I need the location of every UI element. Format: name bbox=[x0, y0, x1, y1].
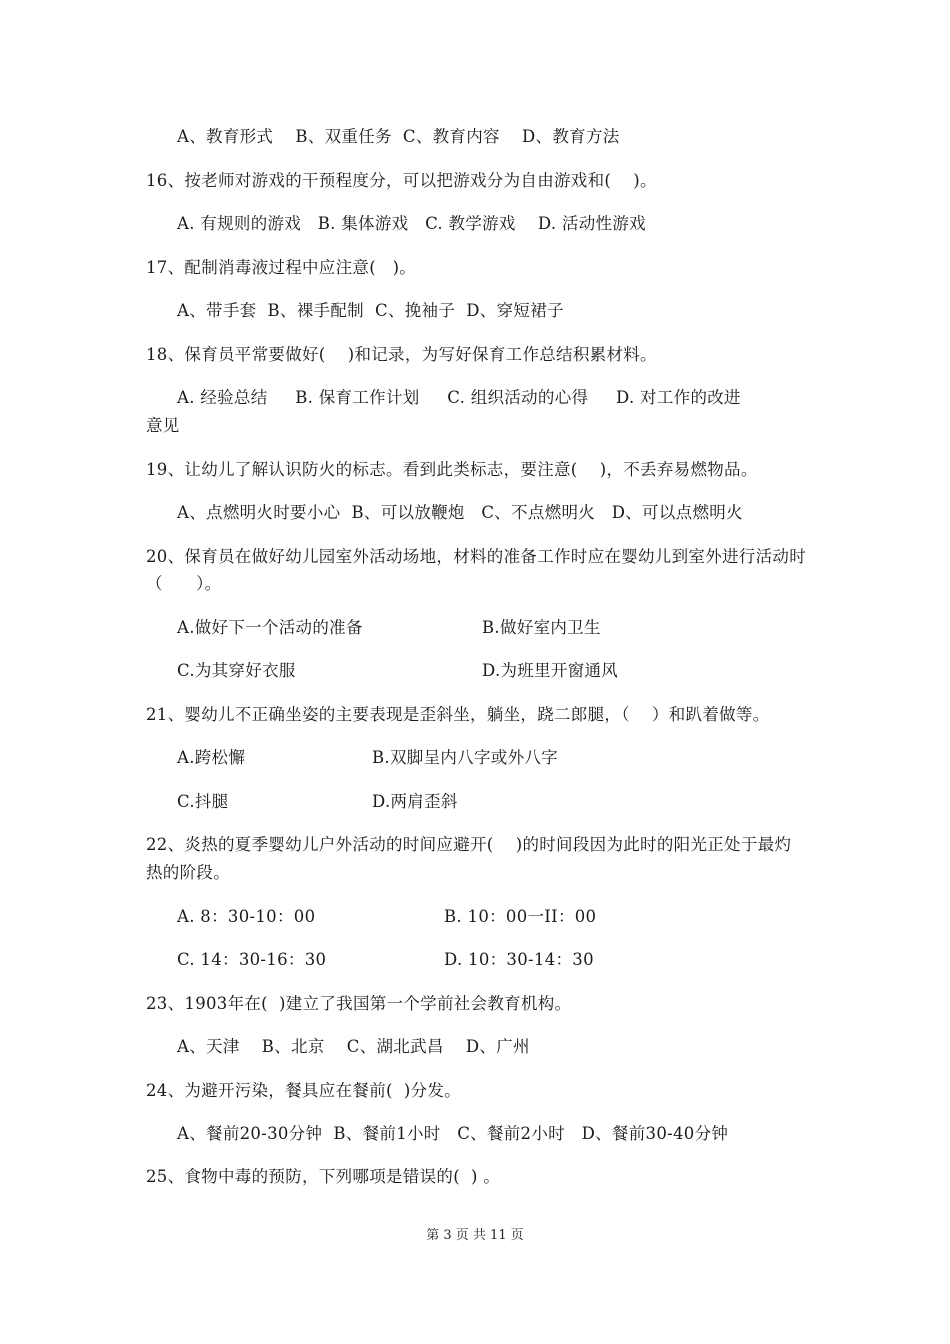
q15-options: A、教育形式 B、双重任务 C、教育内容 D、教育方法 bbox=[177, 127, 620, 146]
q20-stem-cont: （ ）。 bbox=[146, 574, 222, 593]
q22-option-a: A. 8：30-10：00 bbox=[177, 907, 316, 926]
q22-option-b: B. 10：00一II：00 bbox=[444, 907, 597, 926]
q20-option-a: A.做好下一个活动的准备 bbox=[177, 618, 363, 637]
q21-stem: 21、婴幼儿不正确坐姿的主要表现是歪斜坐，躺坐，跷二郎腿，（ ）和趴着做等。 bbox=[146, 705, 770, 724]
q22-option-c: C. 14：30-16：30 bbox=[177, 950, 327, 969]
q21-option-c: C.抖腿 bbox=[177, 792, 229, 811]
q21-option-b: B.双脚呈内八字或外八字 bbox=[372, 748, 558, 767]
q20-stem: 20、保育员在做好幼儿园室外活动场地，材料的准备工作时应在婴幼儿到室外进行活动时 bbox=[146, 547, 806, 566]
q16-options: A. 有规则的游戏 B. 集体游戏 C. 教学游戏 D. 活动性游戏 bbox=[177, 214, 646, 233]
q19-stem: 19、让幼儿了解认识防火的标志。看到此类标志，要注意( )，不丢弃易燃物品。 bbox=[146, 460, 758, 479]
page-footer: 第 3 页 共 11 页 bbox=[426, 1228, 524, 1243]
q23-options: A、天津 B、北京 C、湖北武昌 D、广州 bbox=[177, 1037, 530, 1056]
q22-stem: 22、炎热的夏季婴幼儿户外活动的时间应避开( )的时间段因为此时的阳光正处于最灼 bbox=[146, 835, 792, 854]
q22-option-d: D. 10：30-14：30 bbox=[444, 950, 594, 969]
q18-stem: 18、保育员平常要做好( )和记录，为写好保育工作总结积累材料。 bbox=[146, 345, 657, 364]
q23-stem: 23、1903年在( )建立了我国第一个学前社会教育机构。 bbox=[146, 994, 572, 1013]
q24-stem: 24、为避开污染，餐具应在餐前( )分发。 bbox=[146, 1081, 461, 1100]
q20-option-c: C.为其穿好衣服 bbox=[177, 661, 296, 680]
q17-options: A、带手套 B、裸手配制 C、挽袖子 D、穿短裙子 bbox=[177, 301, 564, 320]
q18-options-cont: 意见 bbox=[146, 416, 180, 435]
q18-options: A. 经验总结 B. 保育工作计划 C. 组织活动的心得 D. 对工作的改进 bbox=[177, 388, 741, 407]
q17-stem: 17、配制消毒液过程中应注意( )。 bbox=[146, 258, 417, 277]
q19-options: A、点燃明火时要小心 B、可以放鞭炮 C、不点燃明火 D、可以点燃明火 bbox=[177, 503, 743, 522]
q25-stem: 25、食物中毒的预防，下列哪项是错误的( ) 。 bbox=[146, 1167, 501, 1186]
q22-stem-cont: 热的阶段。 bbox=[146, 863, 230, 882]
q24-options: A、餐前20-30分钟 B、餐前1小时 C、餐前2小时 D、餐前30-40分钟 bbox=[177, 1124, 729, 1143]
q16-stem: 16、按老师对游戏的干预程度分，可以把游戏分为自由游戏和( )。 bbox=[146, 171, 657, 190]
q20-option-b: B.做好室内卫生 bbox=[482, 618, 601, 637]
q20-option-d: D.为班里开窗通风 bbox=[482, 661, 619, 680]
q21-option-d: D.两肩歪斜 bbox=[372, 792, 458, 811]
q21-option-a: A.跨松懈 bbox=[177, 748, 246, 767]
